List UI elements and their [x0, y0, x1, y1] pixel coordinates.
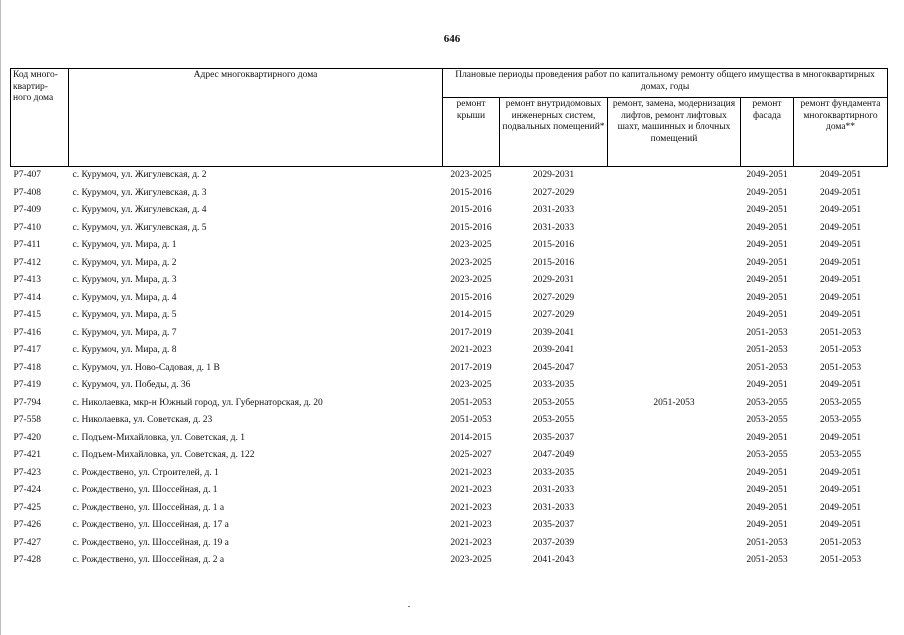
cell-foundation: 2049-2051 — [819, 205, 862, 215]
cell-facade: 2053-2055 — [746, 415, 788, 425]
cell-code: Р7-425 — [13, 502, 41, 513]
cell-facade: 2051-2053 — [746, 555, 788, 565]
cell-engineering: 2029-2031 — [532, 275, 575, 285]
cell-engineering: 2027-2029 — [532, 310, 575, 320]
cell-foundation: 2049-2051 — [819, 310, 862, 320]
cell-facade: 2049-2051 — [746, 432, 788, 443]
cell-engineering: 2031-2033 — [532, 485, 575, 495]
cell-foundation: 2051-2053 — [819, 345, 862, 355]
cell-roof: 2021-2023 — [450, 520, 492, 530]
cell-elevators — [608, 535, 741, 553]
cell-roof: 2023-2025 — [450, 257, 492, 268]
cell-address: с. Курумоч, ул. Мира, д. 7 — [72, 327, 177, 338]
cell-elevators — [608, 290, 741, 308]
cell-roof: 2015-2016 — [450, 205, 492, 215]
cell-elevators — [608, 517, 741, 535]
cell-address: с. Подъем-Михайловка, ул. Советская, д. 122 — [72, 450, 255, 460]
cell-address: с. Курумоч, ул. Мира, д. 5 — [72, 310, 177, 320]
cell-elevators — [608, 482, 741, 500]
table-row — [11, 552, 888, 570]
cell-code: Р7-423 — [13, 467, 41, 478]
table-row — [11, 325, 888, 343]
cell-facade: 2051-2053 — [746, 327, 788, 338]
table-row — [11, 185, 888, 203]
cell-elevators — [608, 255, 741, 273]
header-elevators: ремонт, замена, модернизация лифтов, ремонт лифтовых шахт, машинных и блочных помещений — [608, 98, 741, 167]
cell-engineering: 2035-2037 — [532, 432, 575, 443]
header-facade: ремонт фасада — [741, 98, 794, 167]
cell-elevators: 2051-2053 — [653, 397, 695, 408]
cell-roof: 2021-2023 — [450, 537, 492, 548]
cell-elevators — [608, 272, 741, 290]
cell-facade: 2049-2051 — [746, 292, 788, 303]
cell-engineering: 2039-2041 — [532, 345, 575, 355]
header-address: Адрес многоквартирного дома — [69, 69, 443, 167]
cell-roof: 2051-2053 — [450, 397, 492, 408]
cell-engineering: 2037-2039 — [532, 537, 575, 548]
cell-foundation: 2053-2055 — [819, 397, 862, 408]
cell-roof: 2021-2023 — [450, 345, 492, 355]
cell-engineering: 2015-2016 — [532, 257, 575, 268]
cell-foundation: 2049-2051 — [819, 292, 862, 303]
table-row — [11, 255, 888, 273]
cell-engineering: 2015-2016 — [532, 240, 575, 250]
cell-code: Р7-407 — [13, 170, 41, 180]
cell-foundation: 2049-2051 — [819, 380, 862, 390]
table-body — [11, 167, 888, 570]
cell-facade: 2051-2053 — [746, 362, 788, 373]
cell-foundation: 2053-2055 — [819, 450, 862, 460]
cell-engineering: 2029-2031 — [532, 170, 575, 180]
page-number: 646 — [443, 33, 461, 45]
cell-address: с. Курумоч, ул. Жигулевская, д. 5 — [72, 222, 207, 233]
table-row — [11, 342, 888, 360]
cell-facade: 2049-2051 — [746, 467, 788, 478]
cell-code: Р7-411 — [13, 240, 41, 250]
cell-code: Р7-424 — [13, 485, 41, 495]
cell-elevators — [608, 447, 741, 465]
cell-elevators — [608, 342, 741, 360]
table-row — [11, 535, 888, 553]
cell-elevators — [608, 360, 741, 378]
cell-code: Р7-414 — [13, 292, 41, 303]
cell-elevators — [608, 220, 741, 238]
cell-address: с. Рождествено, ул. Шоссейная, д. 2 а — [72, 555, 225, 565]
cell-engineering: 2039-2041 — [532, 327, 575, 338]
cell-roof: 2017-2019 — [450, 327, 492, 338]
cell-roof: 2051-2053 — [450, 415, 492, 425]
cell-elevators — [608, 552, 741, 570]
cell-engineering: 2045-2047 — [532, 362, 575, 373]
cell-foundation: 2049-2051 — [819, 187, 862, 198]
cell-code: Р7-413 — [13, 275, 41, 285]
table-row — [11, 272, 888, 290]
cell-engineering: 2053-2055 — [532, 415, 575, 425]
cell-address: с. Курумоч, ул. Победы, д. 36 — [72, 380, 191, 390]
cell-roof: 2015-2016 — [450, 292, 492, 303]
cell-roof: 2015-2016 — [450, 222, 492, 233]
cell-code: Р7-412 — [13, 257, 41, 268]
cell-foundation: 2053-2055 — [819, 415, 862, 425]
cell-elevators — [608, 237, 741, 255]
cell-foundation: 2049-2051 — [819, 485, 862, 495]
cell-foundation: 2051-2053 — [819, 537, 862, 548]
cell-engineering: 2047-2049 — [532, 450, 575, 460]
cell-facade: 2049-2051 — [746, 205, 788, 215]
cell-roof: 2015-2016 — [450, 187, 492, 198]
cell-code: Р7-794 — [13, 397, 41, 408]
cell-foundation: 2051-2053 — [819, 327, 862, 338]
cell-address: с. Рождествено, ул. Шоссейная, д. 19 а — [72, 537, 229, 548]
table-row — [11, 412, 888, 430]
cell-facade: 2049-2051 — [746, 170, 788, 180]
cell-facade: 2049-2051 — [746, 275, 788, 285]
cell-address: с. Курумоч, ул. Мира, д. 3 — [72, 275, 177, 285]
cell-code: Р7-428 — [13, 555, 41, 565]
cell-address: с. Курумоч, ул. Мира, д. 8 — [72, 345, 177, 355]
cell-elevators — [608, 377, 741, 395]
table-row — [11, 377, 888, 395]
cell-code: Р7-408 — [13, 187, 41, 198]
table-row — [11, 430, 888, 448]
cell-engineering: 2031-2033 — [532, 502, 575, 513]
cell-address: с. Рождествено, ул. Шоссейная, д. 17 а — [72, 520, 229, 530]
cell-address: с. Курумоч, ул. Мира, д. 1 — [72, 240, 177, 250]
header-code: Код много-квартир-ного дома — [11, 69, 69, 167]
header-engineering: ремонт внутридомовых инженерных систем, подвальных помещений* — [500, 98, 608, 167]
cell-foundation: 2049-2051 — [819, 222, 862, 233]
cell-engineering: 2041-2043 — [532, 555, 575, 565]
cell-address: с. Рождествено, ул. Строителей, д. 1 — [72, 467, 219, 478]
table-row — [11, 220, 888, 238]
cell-facade: 2049-2051 — [746, 222, 788, 233]
cell-roof: 2021-2023 — [450, 485, 492, 495]
cell-elevators — [608, 430, 741, 448]
cell-engineering: 2033-2035 — [532, 380, 575, 390]
cell-elevators — [608, 307, 741, 325]
table-row — [11, 167, 888, 185]
cell-address: с. Курумоч, ул. Жигулевская, д. 3 — [72, 187, 207, 198]
cell-address: с. Николаевка, ул. Советская, д. 23 — [72, 415, 213, 425]
cell-roof: 2023-2025 — [450, 240, 492, 250]
header-roof: ремонт крыши — [443, 98, 500, 167]
table-row — [11, 465, 888, 483]
cell-facade: 2049-2051 — [746, 187, 788, 198]
cell-address: с. Курумоч, ул. Мира, д. 4 — [72, 292, 177, 303]
cell-facade: 2051-2053 — [746, 537, 788, 548]
cell-code: Р7-418 — [13, 362, 41, 373]
table-row — [11, 202, 888, 220]
cell-facade: 2053-2055 — [746, 397, 788, 408]
cell-facade: 2053-2055 — [746, 450, 788, 460]
cell-elevators — [608, 185, 741, 203]
cell-code: Р7-416 — [13, 327, 41, 338]
cell-foundation: 2049-2051 — [819, 520, 862, 530]
table-row — [11, 500, 888, 518]
cell-foundation: 2051-2053 — [819, 362, 862, 373]
table-row — [11, 482, 888, 500]
table-row — [11, 447, 888, 465]
cell-code: Р7-417 — [13, 345, 41, 355]
table-row — [11, 360, 888, 378]
cell-address: с. Курумоч, ул. Ново-Садовая, д. 1 В — [72, 362, 220, 373]
cell-facade: 2049-2051 — [746, 310, 788, 320]
cell-elevators — [608, 325, 741, 343]
cell-facade: 2049-2051 — [746, 502, 788, 513]
table-row — [11, 290, 888, 308]
cell-roof: 2023-2025 — [450, 170, 492, 180]
cell-address: с. Рождествено, ул. Шоссейная, д. 1 — [72, 485, 218, 495]
cell-roof: 2014-2015 — [450, 432, 492, 443]
cell-code: Р7-427 — [13, 537, 41, 548]
cell-elevators — [608, 202, 741, 220]
cell-elevators — [608, 465, 741, 483]
cell-roof: 2023-2025 — [450, 555, 492, 565]
cell-address: с. Николаевка, мкр-н Южный город, ул. Губернаторская, д. 20 — [72, 397, 323, 408]
cell-engineering: 2031-2033 — [532, 222, 575, 233]
table-header — [11, 69, 888, 167]
cell-foundation: 2049-2051 — [819, 170, 862, 180]
cell-code: Р7-415 — [13, 310, 41, 320]
cell-address: с. Курумоч, ул. Мира, д. 2 — [72, 257, 177, 268]
capital-repair-table — [10, 68, 888, 570]
cell-facade: 2049-2051 — [746, 240, 788, 250]
cell-code: Р7-420 — [13, 432, 41, 443]
cell-foundation: 2051-2053 — [819, 555, 862, 565]
cell-code: Р7-558 — [13, 415, 41, 425]
scan-edge-line — [0, 0, 1, 635]
cell-elevators — [608, 500, 741, 518]
cell-foundation: 2049-2051 — [819, 432, 862, 443]
cell-engineering: 2053-2055 — [532, 397, 575, 408]
header-foundation: ремонт фундамента многоквартирного дома** — [794, 98, 888, 167]
cell-code: Р7-421 — [13, 450, 41, 460]
header-periods-group: Плановые периоды проведения работ по капитальному ремонту общего имущества в многоквартирных домах, годы — [443, 69, 888, 98]
cell-roof: 2023-2025 — [450, 380, 492, 390]
cell-foundation: 2049-2051 — [819, 502, 862, 513]
cell-code: Р7-409 — [13, 205, 41, 215]
cell-code: Р7-426 — [13, 520, 41, 530]
cell-address: с. Подъем-Михайловка, ул. Советская, д. 1 — [72, 432, 245, 443]
cell-engineering: 2031-2033 — [532, 205, 575, 215]
cell-engineering: 2035-2037 — [532, 520, 575, 530]
cell-foundation: 2049-2051 — [819, 240, 862, 250]
cell-facade: 2049-2051 — [746, 485, 788, 495]
cell-roof: 2023-2025 — [450, 275, 492, 285]
cell-elevators — [608, 412, 741, 430]
table-row — [11, 307, 888, 325]
cell-code: Р7-419 — [13, 380, 41, 390]
cell-roof: 2014-2015 — [450, 310, 492, 320]
cell-facade: 2049-2051 — [746, 380, 788, 390]
cell-roof: 2025-2027 — [450, 450, 492, 460]
cell-roof: 2021-2023 — [450, 502, 492, 513]
cell-facade: 2051-2053 — [746, 345, 788, 355]
cell-facade: 2049-2051 — [746, 257, 788, 268]
cell-facade: 2049-2051 — [746, 520, 788, 530]
cell-address: с. Курумоч, ул. Жигулевская, д. 2 — [72, 170, 207, 180]
cell-address: с. Курумоч, ул. Жигулевская, д. 4 — [72, 205, 207, 215]
table-row — [11, 237, 888, 255]
cell-address: с. Рождествено, ул. Шоссейная, д. 1 а — [72, 502, 225, 513]
cell-engineering: 2033-2035 — [532, 467, 575, 478]
cell-engineering: 2027-2029 — [532, 187, 575, 198]
scan-speck — [408, 606, 410, 607]
cell-foundation: 2049-2051 — [819, 257, 862, 268]
cell-roof: 2017-2019 — [450, 362, 492, 373]
table-row — [11, 395, 888, 413]
cell-foundation: 2049-2051 — [819, 467, 862, 478]
cell-code: Р7-410 — [13, 222, 41, 233]
cell-foundation: 2049-2051 — [819, 275, 862, 285]
cell-engineering: 2027-2029 — [532, 292, 575, 303]
cell-elevators — [608, 167, 741, 185]
table-row — [11, 517, 888, 535]
cell-roof: 2021-2023 — [450, 467, 492, 478]
